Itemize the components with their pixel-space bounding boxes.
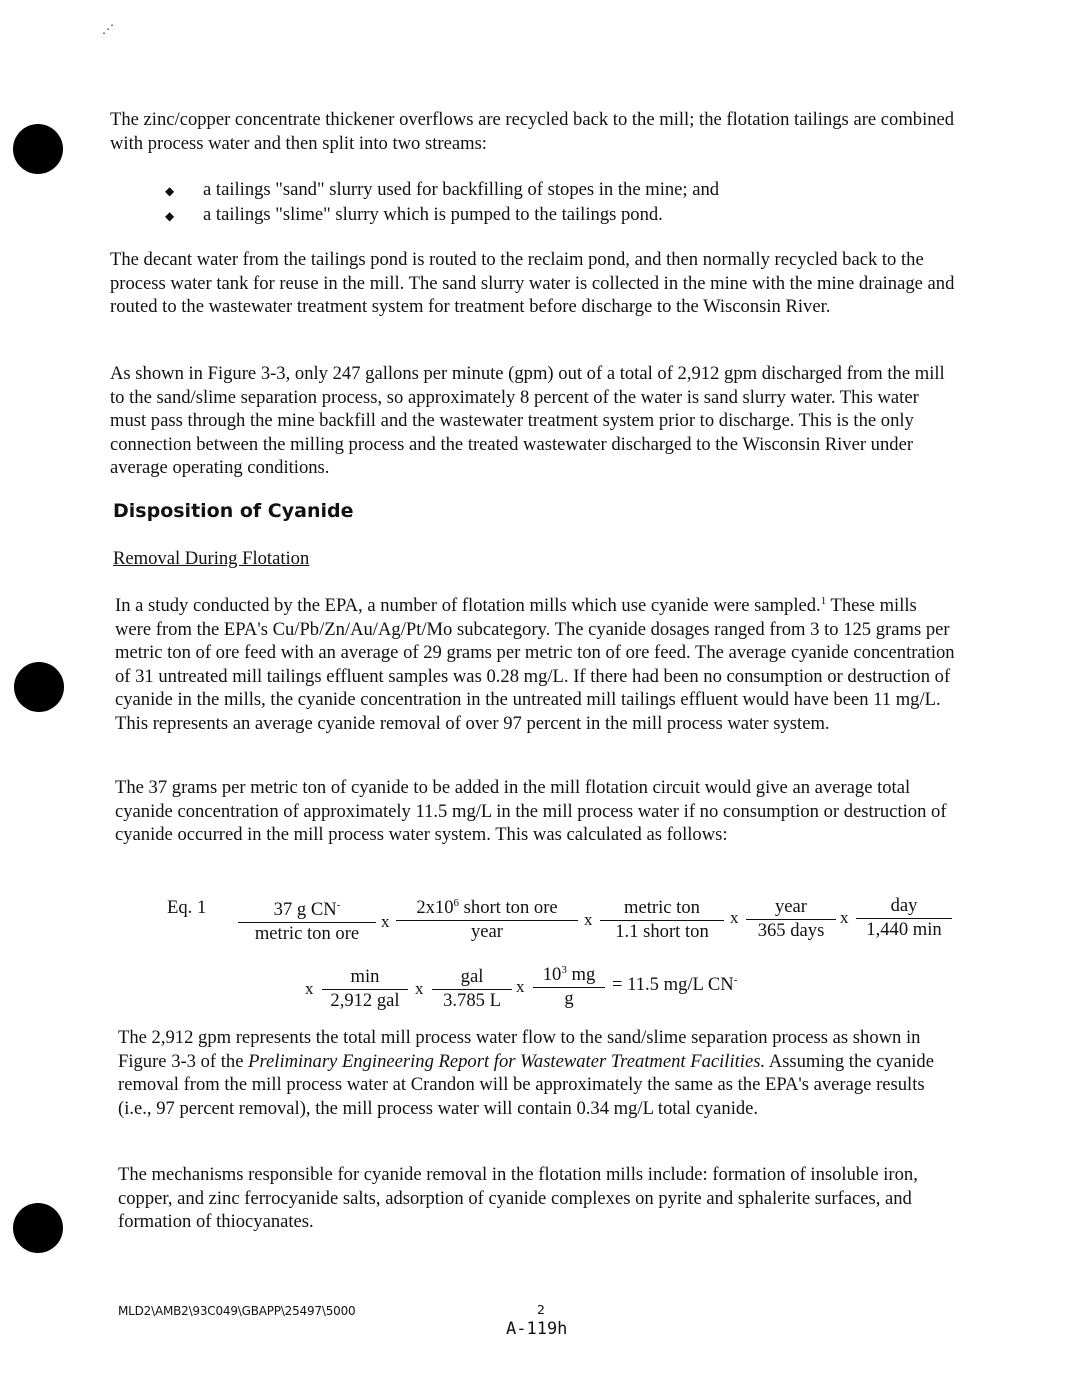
paragraph-text (115, 594, 955, 735)
paragraph-text: The zinc/copper concentrate thickener overflows are recycled back to the mill; the flotation tailings are combined with process water and then split into two streams: (110, 109, 955, 154)
equation-label: Eq. 1 (167, 897, 207, 918)
denominator: 2,912 gal (330, 990, 400, 1011)
section-heading: Disposition of Cyanide (113, 500, 354, 522)
footer-file-path: MLD2\AMB2\93C049\GBAPP\25497\5000 (118, 1304, 356, 1318)
punch-hole-top (13, 124, 63, 174)
punch-hole-bottom (13, 1203, 63, 1253)
equation-fraction: $2x10^6$ short ton ore year (396, 897, 578, 943)
equation-fraction (432, 966, 512, 1012)
report-title: Preliminary Engineering Report for Wastewater Treatment Facilities. (248, 1050, 766, 1072)
footer-page-number: 2 (537, 1302, 545, 1317)
footnote-marker: 1 (820, 594, 827, 607)
paragraph-figure-3-3 (110, 362, 955, 480)
multiply-sign: x (730, 908, 739, 927)
diamond-bullet-icon: ◆ (165, 209, 175, 223)
paragraph-process-water-flow (118, 1026, 958, 1120)
list-item (165, 178, 719, 203)
numerator: 37 g CN (273, 899, 337, 920)
multiply-sign: x (381, 912, 390, 931)
numerator: min (322, 966, 408, 990)
numerator: gal (432, 966, 512, 990)
multiply-sign: x (840, 908, 849, 927)
scan-speck: ⋰ (102, 22, 114, 36)
numerator: day (856, 895, 952, 919)
equation-fraction: 37 g CN- metric ton ore (238, 899, 376, 945)
paragraph-text: The 2,912 gpm represents the total mill process water flow to the sand/slime separation process as shown in Figure 3-3 of the Preliminary Engineering Report for Wastewater Treatment Facilities. Assuming the cyanide removal from the mill process water at Crandon will be approximately the same as the EPA's average results (i.e., 97 percent removal), the mill process water will contain 0.34 mg/L total cyanide. (118, 1027, 934, 1119)
multiply-sign: x (516, 977, 525, 996)
denominator: 3.785 L (443, 990, 501, 1011)
equation-fraction: $\frac{10^3 mg}{g}$ (533, 964, 605, 1010)
paragraph-epa-study (115, 594, 955, 735)
denominator: g (564, 988, 574, 1009)
paragraph-text: The decant water from the tailings pond is routed to the reclaim pond, and then normally recycled back to the process water tank for reuse in the mill. The sand slurry water is collected in the mine with the mine drainage and routed to the wastewater treatment system for treatment before discharge to the Wisconsin River. (110, 249, 955, 317)
paragraph-text-start: In a study conducted by the EPA, a number of flotation mills which use cyanide were sampled. (115, 595, 821, 616)
denominator: 1.1 short ton (615, 921, 709, 942)
paragraph-text: As shown in Figure 3-3, only 247 gallons per minute (gpm) out of a total of 2,912 gpm discharged from the mill to the sand/slime separation process, so approximately 8 percent of the water is sand slurry water. This water must pass through the mine backfill and the wastewater treatment system prior to discharge. This is the only connection between the milling process and the treated wastewater discharged to the Wisconsin River under average operating conditions. (110, 363, 945, 478)
denominator: 1,440 min (866, 919, 942, 940)
equation-fraction (856, 895, 952, 941)
paragraph-intro (110, 108, 955, 155)
diamond-bullet-icon: ◆ (165, 184, 175, 198)
denominator: 365 days (757, 920, 825, 941)
equation-fraction (600, 897, 724, 943)
list-item (165, 203, 719, 228)
multiply-sign: x (584, 910, 593, 929)
paragraph-text-rest: These mills were from the EPA's Cu/Pb/Zn/Au/Ag/Pt/Mo subcategory. The cyanide dosages ranged from 3 to 125 grams per metric ton of ore feed with an average of 29 grams per metric ton of ore feed. The average cyanide concentration of 31 untreated mill tailings effluent samples was 0.28 mg/L. If there had been no consumption or destruction of cyanide in the mills, the cyanide concentration in the untreated mill tailings effluent would have been 11 mg/L. This represents an average cyanide removal of over 97 percent in the mill process water system. (115, 595, 955, 734)
numerator: metric ton (600, 897, 724, 921)
bullet-text: a tailings "sand" slurry used for backfilling of stopes in the mine; and (203, 179, 720, 200)
denominator: metric ton ore (254, 923, 360, 944)
numerator: year (746, 896, 836, 920)
punch-hole-middle (14, 662, 64, 712)
bullet-list (165, 178, 719, 228)
equation-fraction (746, 896, 836, 942)
paragraph-cyanide-addition (115, 776, 955, 847)
paragraph-text: The mechanisms responsible for cyanide removal in the flotation mills include: formation of insoluble iron, copper, and zinc ferrocyanide salts, adsorption of cyanide complexes on pyrite and sphalerite surfaces, and formation of thiocyanates. (118, 1164, 918, 1232)
denominator: year (471, 921, 503, 942)
multiply-sign: x (305, 979, 314, 998)
paragraph-mechanisms (118, 1163, 958, 1234)
subsection-heading: Removal During Flotation (113, 548, 310, 569)
equation-result: = 11.5 mg/L CN- (612, 973, 738, 995)
equation-fraction (322, 966, 408, 1012)
multiply-sign: x (415, 979, 424, 998)
paragraph-text: The 37 grams per metric ton of cyanide to be added in the mill flotation circuit would give an average total cyanide concentration of approximately 11.5 mg/L in the mill process water if no consumption or destruction of cyanide occurred in the mill process water system. This was calculated as follows: (115, 777, 947, 845)
paragraph-decant-water (110, 248, 955, 319)
footer-document-id: A-119h (506, 1319, 568, 1339)
bullet-text: a tailings "slime" slurry which is pumped to the tailings pond. (203, 204, 663, 225)
